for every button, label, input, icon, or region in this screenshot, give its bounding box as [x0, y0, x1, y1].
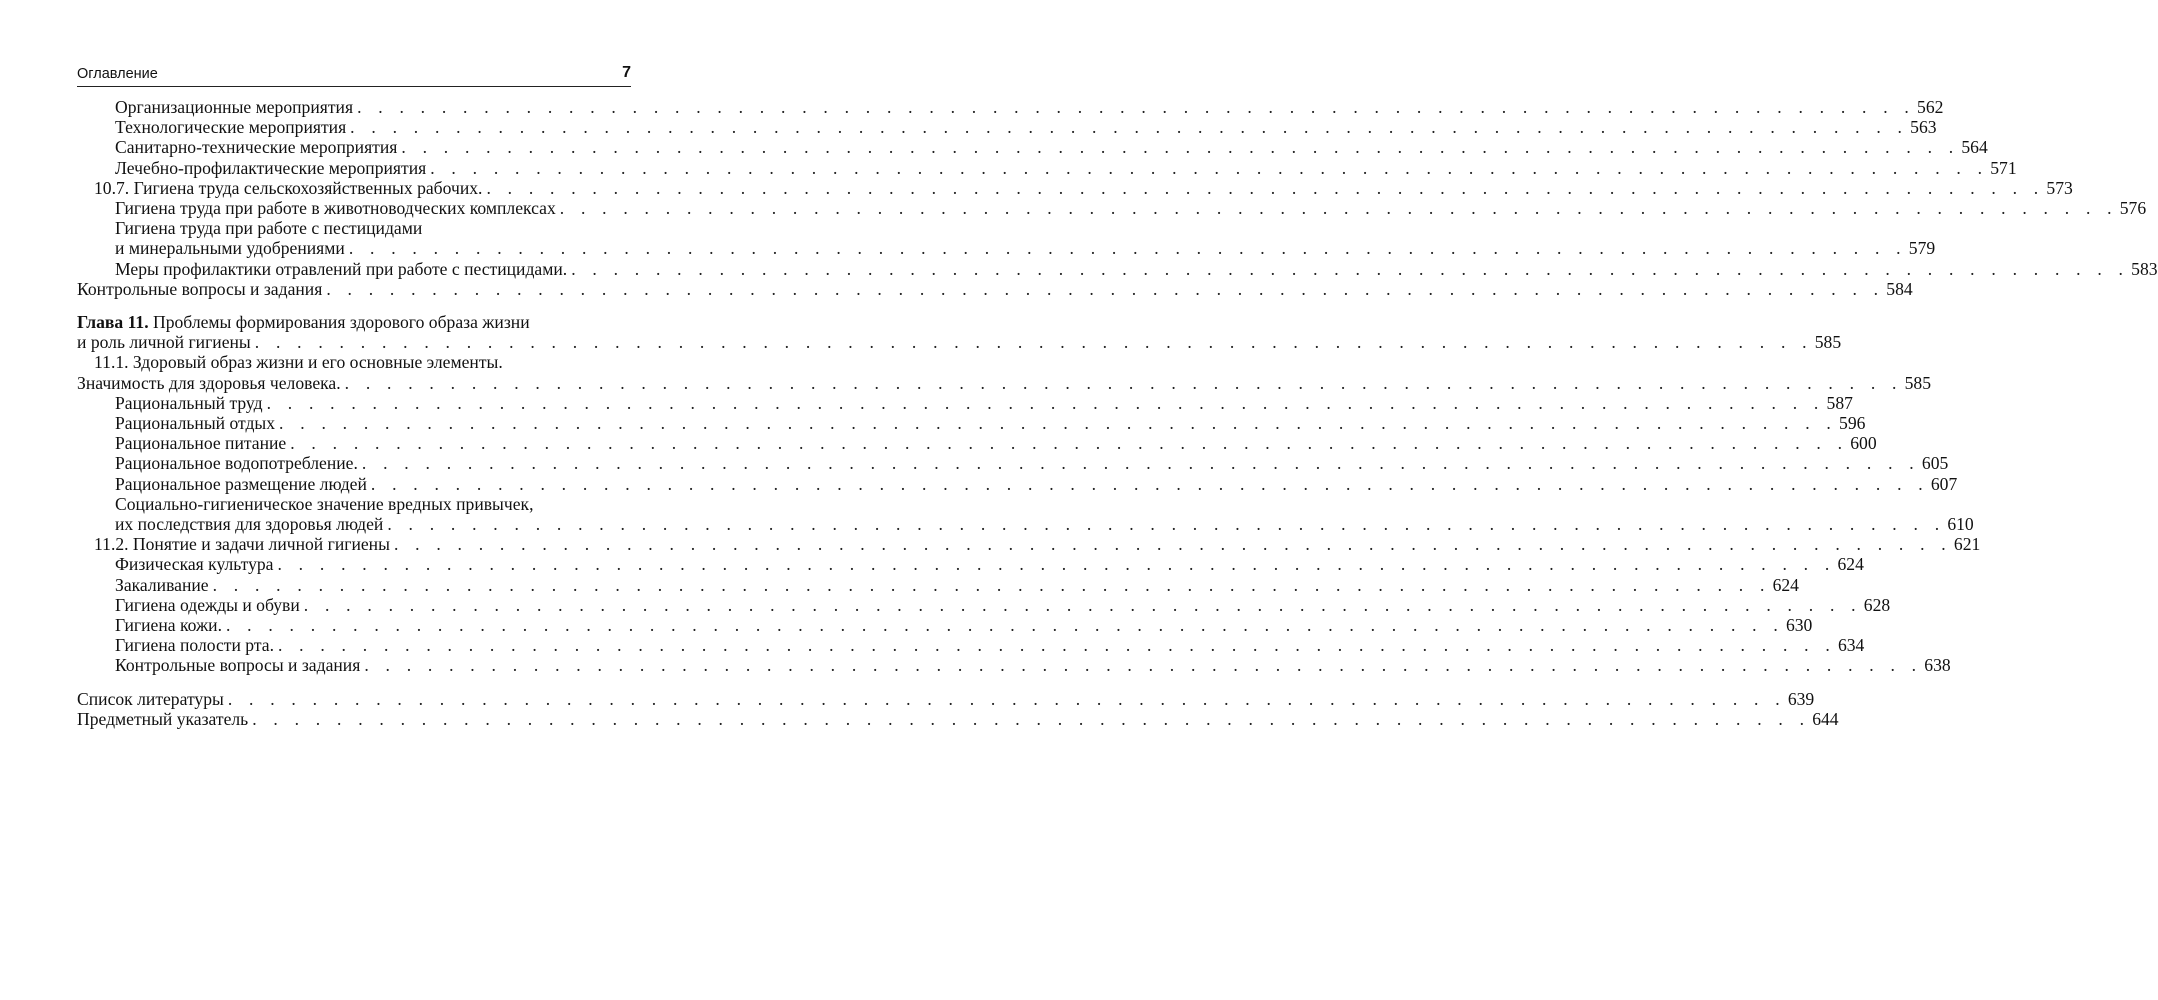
toc-entry-title: Рациональное водопотребление.	[115, 453, 358, 474]
page-number: 7	[622, 64, 631, 81]
dot-leader: . . . . . . . . . . . . . . . . . . . . . . . . . . . . . . . . . . . . . . . . . . . . . . . . . . . . . . . . . . . . . . . . . . . . . . . . . .	[571, 258, 2130, 279]
toc-entry-title: Рациональное питание	[115, 433, 287, 454]
dot-leader: . . . . . . . . . . . . . . . . . . . . . . . . . . . . . . . . . . . . . . . . . . . . . . . . . . . . . . . . . . . . . . . . . . . . . . . . . .	[227, 688, 1786, 709]
toc-entry-page: 585	[1814, 332, 1842, 353]
toc-entry-title: Гигиена одежды и обуви	[115, 594, 300, 615]
dot-leader: . . . . . . . . . . . . . . . . . . . . . . . . . . . . . . . . . . . . . . . . . . . . . . . . . . . . . . . . . . . . . . . . . . . . . . . . . .	[430, 157, 1989, 178]
dot-leader: . . . . . . . . . . . . . . . . . . . . . . . . . . . . . . . . . . . . . . . . . . . . . . . . . . . . . . . . . . . . . . . . . . . . . . . . . .	[350, 117, 1909, 138]
dot-leader: . . . . . . . . . . . . . . . . . . . . . . . . . . . . . . . . . . . . . . . . . . . . . . . . . . . . . . . . . . . . . . . . . . . . . . . . . .	[401, 137, 1960, 158]
chapter-gap	[77, 299, 631, 312]
toc-entry-title: Рациональное размещение людей	[115, 473, 367, 494]
dot-leader: . . . . . . . . . . . . . . . . . . . . . . . . . . . . . . . . . . . . . . . . . . . . . . . . . . . . . . . . . . . . . . . . . . . . . . . . . .	[212, 574, 1771, 595]
toc-entry-page: 573	[2046, 177, 2073, 198]
dot-leader: . . . . . . . . . . . . . . . . . . . . . . . . . . . . . . . . . . . . . . . . . . . . . . . . . . . . . . . . . . . . . . . . . . . . . . . . . .	[370, 473, 1929, 494]
toc-section-10-7[interactable]	[77, 177, 2073, 198]
toc-entry-page: 621	[1953, 534, 1981, 555]
toc-entry-title: Гигиена труда при работе в животноводческих комплексах	[115, 198, 556, 219]
toc-entry-page: 624	[1837, 554, 1864, 575]
toc-entry-page: 639	[1787, 688, 1815, 709]
dot-leader: . . . . . . . . . . . . . . . . . . . . . . . . . . . . . . . . . . . . . . . . . . . . . . . . . . . . . . . . . . . . . . . . . . . . . . . . . .	[225, 615, 1784, 636]
toc-entry[interactable]	[77, 554, 1864, 575]
toc-entry-title-line1: 11.1. Здоровый образ жизни и его основные элементы.	[94, 352, 503, 373]
toc-entry[interactable]	[77, 97, 1944, 117]
dot-leader: . . . . . . . . . . . . . . . . . . . . . . . . . . . . . . . . . . . . . . . . . . . . . . . . . . . . . . . . . . . . . . . . . . . . . . . . . .	[393, 534, 1952, 555]
toc-entry[interactable]	[77, 453, 1949, 474]
toc-entry-title: Список литературы	[77, 688, 224, 709]
toc-section-11-2[interactable]	[77, 534, 1981, 555]
toc-entry-page: 583	[2131, 258, 2158, 279]
dot-leader: . . . . . . . . . . . . . . . . . . . . . . . . . . . . . . . . . . . . . . . . . . . . . . . . . . . . . . . . . . . . . . . . . . . . . . . . . .	[277, 554, 1836, 575]
toc-entry[interactable]	[77, 198, 2147, 219]
toc-entry[interactable]	[77, 117, 1937, 138]
toc-entry[interactable]	[77, 655, 1951, 676]
toc-entry-title: Организационные мероприятия	[115, 97, 354, 117]
toc-entry-title-line1: Гигиена труда при работе с пестицидами	[115, 218, 423, 239]
toc-entry-title: Контрольные вопросы и задания	[115, 655, 361, 676]
toc-entry[interactable]	[77, 574, 1799, 595]
toc-entry-page: 563	[1910, 117, 1937, 138]
toc-entry-page: 596	[1839, 413, 1866, 434]
dot-leader: . . . . . . . . . . . . . . . . . . . . . . . . . . . . . . . . . . . . . . . . . . . . . . . . . . . . . . . . . . . . . . . . . . . . . . . . . .	[277, 635, 1836, 656]
toc-entry[interactable]	[77, 473, 1958, 494]
toc-control-questions-10[interactable]	[77, 278, 1913, 299]
toc-entry[interactable]	[77, 413, 1866, 434]
dot-leader: . . . . . . . . . . . . . . . . . . . . . . . . . . . . . . . . . . . . . . . . . . . . . . . . . . . . . . . . . . . . . . . . . . . . . . . . . .	[326, 278, 1885, 299]
toc-entry-title: 10.7. Гигиена труда сельскохозяйственных рабочих.	[94, 177, 483, 198]
dot-leader: . . . . . . . . . . . . . . . . . . . . . . . . . . . . . . . . . . . . . . . . . . . . . . . . . . . . . . . . . . . . . . . . . . . . . . . . . .	[279, 413, 1838, 434]
toc-entry-title: Технологические мероприятия	[115, 117, 347, 138]
toc-entry-page: 579	[1908, 238, 1936, 259]
toc-entry-title-line2: и минеральными удобрениями	[115, 238, 345, 259]
toc-entry-title: Физическая культура	[115, 554, 274, 575]
toc-entry[interactable]	[77, 137, 1988, 158]
toc-section-11-1[interactable]	[77, 352, 1932, 393]
toc-entry-page: 610	[1947, 514, 1974, 535]
toc-entry-title: Контрольные вопросы и задания	[77, 278, 323, 299]
toc-entry-page: 628	[1863, 594, 1891, 615]
dot-leader: . . . . . . . . . . . . . . . . . . . . . . . . . . . . . . . . . . . . . . . . . . . . . . . . . . . . . . . . . . . . . . . . . . . . . . . . . .	[387, 514, 1946, 535]
dot-leader: . . . . . . . . . . . . . . . . . . . . . . . . . . . . . . . . . . . . . . . . . . . . . . . . . . . . . . . . . . . . . . . . . . . . . . . . . .	[559, 198, 2118, 219]
running-header	[77, 62, 631, 87]
dot-leader: . . . . . . . . . . . . . . . . . . . . . . . . . . . . . . . . . . . . . . . . . . . . . . . . . . . . . . . . . . . . . . . . . . . . . . . . . .	[290, 433, 1849, 454]
toc-entry[interactable]	[77, 218, 1936, 259]
toc-entry-title: Санитарно-технические мероприятия	[115, 137, 398, 158]
toc-entry[interactable]	[77, 157, 2017, 178]
toc-entry-title: Рациональный труд	[115, 392, 263, 413]
toc-entry-page: 624	[1772, 574, 1799, 595]
dot-leader: . . . . . . . . . . . . . . . . . . . . . . . . . . . . . . . . . . . . . . . . . . . . . . . . . . . . . . . . . . . . . . . . . . . . . . . . . .	[254, 332, 1813, 353]
toc-entry[interactable]	[77, 433, 1877, 454]
toc-entry-page: 585	[1904, 372, 1932, 393]
toc-entry[interactable]	[77, 615, 1813, 636]
toc-entry-title: Рациональный отдых	[115, 413, 276, 434]
chapter-label: Глава 11.	[77, 312, 149, 333]
chapter-gap	[77, 676, 631, 689]
toc-entry-page: 576	[2119, 198, 2147, 219]
table-of-contents	[77, 97, 2158, 729]
toc-entry-page: 571	[1990, 157, 2017, 178]
toc-entry-title: Закаливание	[115, 574, 209, 595]
toc-subject-index[interactable]	[77, 708, 1839, 729]
toc-entry-page: 564	[1961, 137, 1988, 158]
toc-entry-title-line1: Социально-гигиеническое значение вредных привычек,	[115, 493, 534, 514]
dot-leader: . . . . . . . . . . . . . . . . . . . . . . . . . . . . . . . . . . . . . . . . . . . . . . . . . . . . . . . . . . . . . . . . . . . . . . . . . .	[486, 177, 2045, 198]
toc-entry[interactable]	[77, 392, 1853, 413]
toc-entry-page: 605	[1921, 453, 1949, 474]
toc-entry-title: Лечебно-профилактические мероприятия	[115, 157, 427, 178]
toc-entry[interactable]	[77, 635, 1865, 656]
toc-entry-page: 600	[1850, 433, 1877, 454]
toc-entry-title: Гигиена полости рта.	[115, 635, 274, 656]
chapter-title-line1: Проблемы формирования здорового образа жизни	[148, 312, 530, 333]
dot-leader: . . . . . . . . . . . . . . . . . . . . . . . . . . . . . . . . . . . . . . . . . . . . . . . . . . . . . . . . . . . . . . . . . . . . . . . . . .	[357, 97, 1916, 117]
toc-entry-title: Предметный указатель	[77, 708, 249, 729]
toc-entry-title-line2: их последствия для здоровья людей	[115, 514, 384, 535]
dot-leader: . . . . . . . . . . . . . . . . . . . . . . . . . . . . . . . . . . . . . . . . . . . . . . . . . . . . . . . . . . . . . . . . . . . . . . . . . .	[252, 708, 1811, 729]
toc-entry-page: 630	[1785, 615, 1813, 636]
dot-leader: . . . . . . . . . . . . . . . . . . . . . . . . . . . . . . . . . . . . . . . . . . . . . . . . . . . . . . . . . . . . . . . . . . . . . . . . . .	[364, 655, 1923, 676]
toc-entry-page: 638	[1924, 655, 1951, 676]
dot-leader: . . . . . . . . . . . . . . . . . . . . . . . . . . . . . . . . . . . . . . . . . . . . . . . . . . . . . . . . . . . . . . . . . . . . . . . . . .	[361, 453, 1920, 474]
dot-leader: . . . . . . . . . . . . . . . . . . . . . . . . . . . . . . . . . . . . . . . . . . . . . . . . . . . . . . . . . . . . . . . . . . . . . . . . . .	[348, 238, 1907, 259]
chapter-title-line2: и роль личной гигиены	[77, 332, 251, 353]
running-header-title: Оглавление	[77, 66, 158, 82]
toc-entry-page: 562	[1917, 97, 1944, 117]
dot-leader: . . . . . . . . . . . . . . . . . . . . . . . . . . . . . . . . . . . . . . . . . . . . . . . . . . . . . . . . . . . . . . . . . . . . . . . . . .	[266, 392, 1825, 413]
toc-entry-title: 11.2. Понятие и задачи личной гигиены	[94, 534, 390, 555]
toc-entry-page: 634	[1837, 635, 1865, 656]
toc-entry[interactable]	[77, 493, 1974, 535]
toc-entry-page: 584	[1886, 278, 1913, 299]
toc-entry-page: 607	[1930, 473, 1958, 494]
toc-entry[interactable]	[77, 594, 1891, 615]
toc-entry-title: Меры профилактики отравлений при работе с пестицидами.	[115, 258, 568, 279]
toc-entry-title-line2: Значимость для здоровья человека.	[77, 372, 341, 393]
toc-chapter-11[interactable]	[77, 312, 1842, 353]
toc-references[interactable]	[77, 688, 1815, 709]
toc-page	[77, 62, 2158, 729]
toc-entry-page: 644	[1812, 708, 1839, 729]
toc-entry[interactable]	[77, 258, 2158, 279]
dot-leader: . . . . . . . . . . . . . . . . . . . . . . . . . . . . . . . . . . . . . . . . . . . . . . . . . . . . . . . . . . . . . . . . . . . . . . . . . .	[344, 372, 1903, 393]
dot-leader: . . . . . . . . . . . . . . . . . . . . . . . . . . . . . . . . . . . . . . . . . . . . . . . . . . . . . . . . . . . . . . . . . . . . . . . . . .	[303, 594, 1862, 615]
toc-entry-title: Гигиена кожи.	[115, 615, 222, 636]
toc-entry-page: 587	[1826, 392, 1853, 413]
